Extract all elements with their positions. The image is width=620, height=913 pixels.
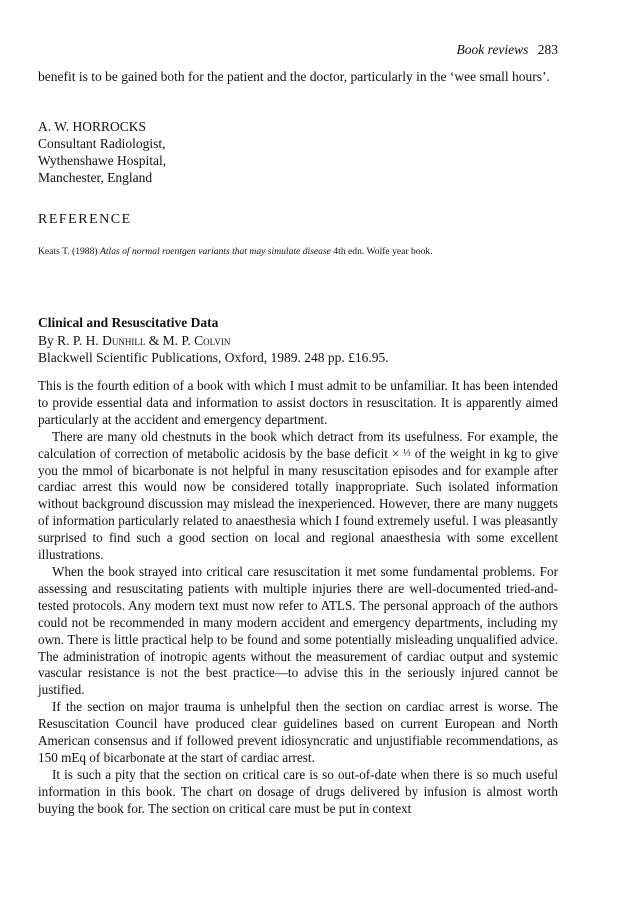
previous-review-closing: benefit is to be gained both for the patient and the doctor, particularly in the ‘wee small hours’. — [38, 69, 550, 84]
review-paragraph-5: It is such a pity that the section on critical care is so out-of-date when there is so much useful information in this book. The chart on dosage of drugs delivered by infusion is almost worth buying the book for. The section on critical care must be put in context — [38, 766, 558, 816]
reference-heading: REFERENCE — [38, 212, 132, 227]
review-paragraph-4: If the section on major trauma is unhelpful then the section on cardiac arrest is worse. The Resuscitation Council have produced clear guidelines based on current European and North American consensus and if followed prevent idiosyncratic and unjustifiable recommendations, as 150 mEq of bicarbonate at the start of cardiac arrest. — [38, 699, 558, 765]
reference-title: Atlas of normal roentgen variants that may simulate disease — [100, 246, 331, 257]
paragraph-2-part-a: There are many old chestnuts in the book which detract from its usefulness. For example, the calculation of correction of metabolic acidosis by the base deficit × — [38, 428, 558, 461]
reference-author: Keats T. (1988) — [38, 246, 100, 257]
book-authors-line — [38, 332, 578, 349]
book-title: Clinical and Resuscitative Data — [38, 315, 219, 330]
reviewer-name: A. W. HORROCKS — [38, 119, 147, 134]
book-meta — [38, 332, 578, 366]
paragraph-2-part-b: of the weight in kg to give you the mmol of bicarbonate is not helpful in many resuscitation episodes and for example after cardiac arrest this would now be considered totally inappropriate. Such isolated information without background discussion may mislead the inexperienced. However, there are many nuggets of information particularly related to anaesthesia which I found extremely useful. I was pleasantly surprised to find such a good section on local and regional anaesthesia with some excellent illustrations. — [38, 445, 558, 563]
reference-edition: 4th edn. Wolfe year book. — [330, 246, 433, 257]
reviewer-signature — [38, 118, 558, 186]
by-label: By — [38, 333, 58, 348]
book-publisher-line: Blackwell Scientific Publications, Oxford, 1989. 248 pp. £16.95. — [38, 350, 389, 365]
review-body — [38, 378, 558, 818]
reviewer-location: Manchester, England — [38, 170, 153, 185]
reviewer-institution: Wythenshawe Hospital, — [38, 153, 167, 168]
page-number: 283 — [537, 42, 558, 57]
review-paragraph-3: When the book strayed into critical care resuscitation it met some fundamental problems. For assessing and resuscitating patients with multiple injuries there are well-documented tried-and-tested protocols. Any modern text must now refer to ATLS. The personal approach of the authors could not be recommended in many modern accident and emergency departments, including my own. There is little practical help to be found and some potentially misleading unqualified advice. The administration of inotropic agents without the measurement of cardiac output and systemic vascular resistance is not the best practice—to advise this in the seriously injured cannot be justified. — [38, 563, 558, 698]
running-head — [457, 42, 558, 58]
book-authors: R. P. H. Dunhill & M. P. Colvin — [57, 333, 231, 348]
review-paragraph-2 — [38, 429, 558, 564]
review-paragraph-1: This is the fourth edition of a book with which I must admit to be unfamiliar. It has been intended to provide essential data and information to assist doctors in resuscitation. It is apparently aimed particularly at the accident and emergency department. — [38, 378, 558, 427]
reviewer-title: Consultant Radiologist, — [38, 136, 166, 151]
reference-entry — [38, 246, 578, 258]
fraction-one-third: ⅓ — [403, 447, 411, 459]
running-head-title: Book reviews — [456, 42, 529, 57]
